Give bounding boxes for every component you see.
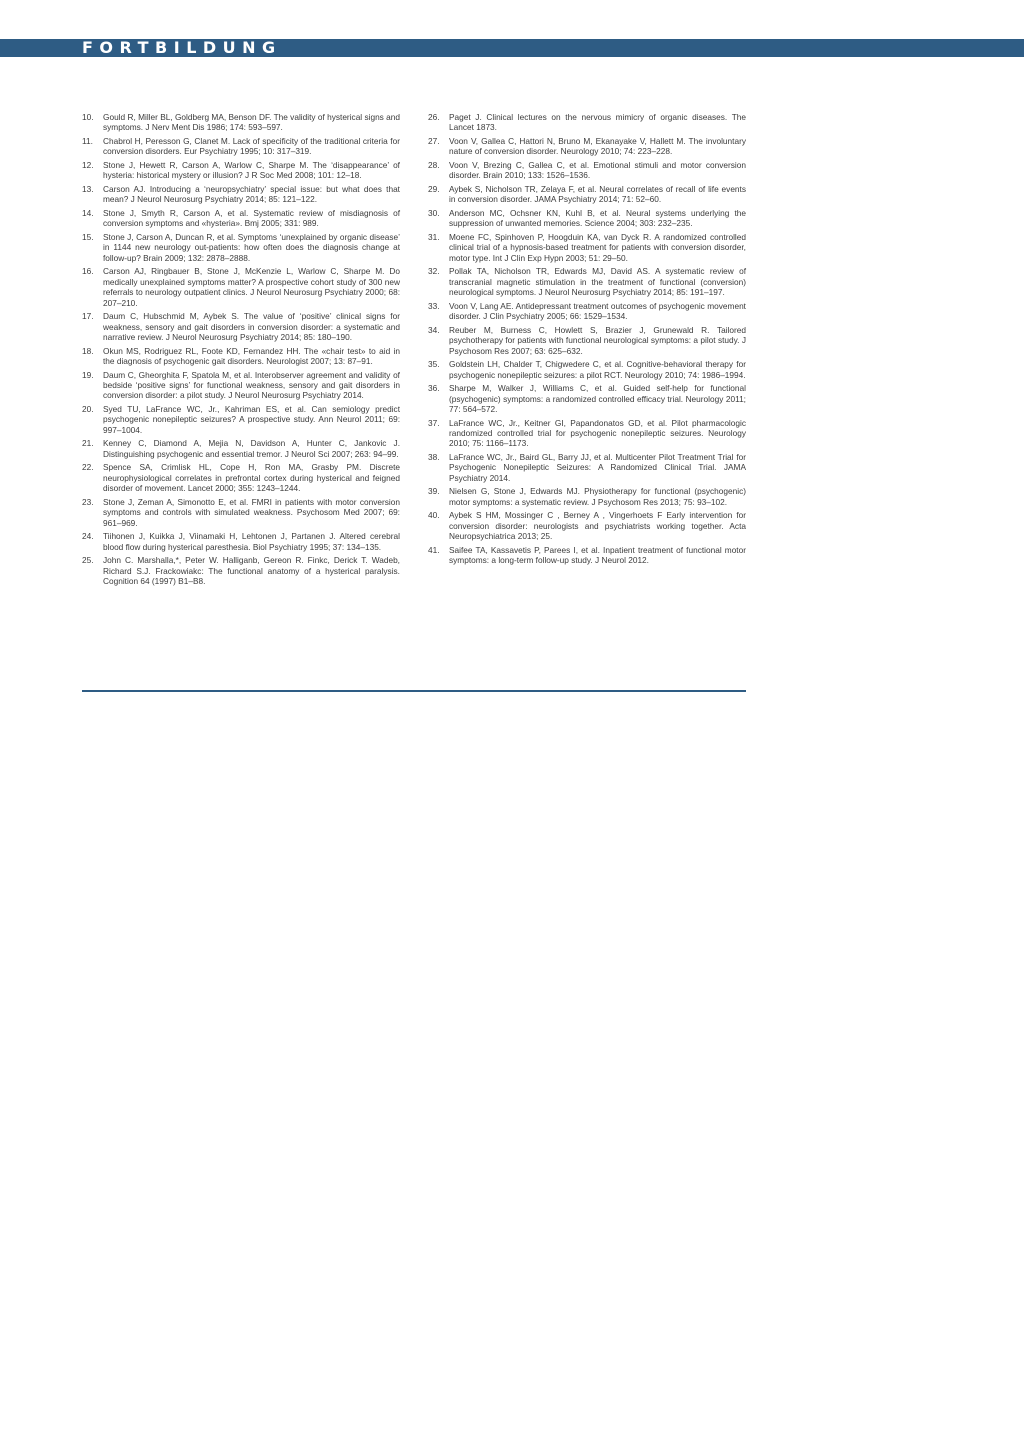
reference-text: LaFrance WC, Jr., Baird GL, Barry JJ, et al. Multicenter Pilot Treatment Trial for Psychogenic Nonepileptic Seizures: A Randomized Clinical Trial. JAMA Psychiatry 2014. — [449, 452, 746, 483]
reference-number: 19. — [82, 369, 94, 380]
reference-number: 31. — [428, 232, 440, 242]
reference-text: John C. Marshalla,*, Peter W. Halliganb, Gereon R. Finkc, Derick T. Wadeb, Richard S.J. Frackowiakc: The functional anatomy of a hysterical paralysis. Cognition 64 (1997) B1–B8. — [103, 555, 400, 587]
reference-number: 15. — [82, 232, 94, 242]
reference-text: Goldstein LH, Chalder T, Chigwedere C, et al. Cognitive-behavioral therapy for psychogenic nonepileptic seizures: a pilot RCT. Neurology 2010; 74: 1986–1994. — [449, 359, 746, 380]
reference-number: 25. — [82, 555, 94, 566]
reference-item — [82, 208, 400, 229]
bottom-divider — [82, 690, 746, 692]
reference-text: Sharpe M, Walker J, Williams C, et al. Guided self-help for functional (psychogenic) symptoms: a randomized controlled efficacy trial. Neurology 2011; 77: 564–572. — [449, 383, 746, 415]
reference-number: 34. — [428, 324, 440, 335]
reference-text: Voon V, Lang AE. Antidepressant treatment outcomes of psychogenic movement disorder. J Clin Psychiatry 2005; 66: 1529–1534. — [449, 300, 746, 322]
reference-number: 21. — [82, 438, 94, 449]
reference-item — [428, 418, 746, 449]
reference-number: 33. — [428, 300, 440, 311]
reference-text: Carson AJ. Introducing a ‘neuropsychiatry’ special issue: but what does that mean? J Neurol Neurosurg Psychiatry 2014; 85: 121–122. — [103, 184, 400, 205]
reference-text: Saifee TA, Kassavetis P, Parees I, et al. Inpatient treatment of functional motor symptoms: a long-term follow-up study. J Neurol 2012. — [449, 544, 746, 566]
reference-number: 13. — [82, 184, 94, 194]
reference-item — [428, 452, 746, 483]
reference-item — [82, 184, 400, 205]
reference-item — [82, 462, 400, 493]
reference-text: Kenney C, Diamond A, Mejia N, Davidson A, Hunter C, Jankovic J. Distinguishing psychogenic and essential tremor. J Neurol Sci 2007; 263: 94–99. — [103, 438, 400, 459]
reference-text: Spence SA, Crimlisk HL, Cope H, Ron MA, Grasby PM. Discrete neurophysiological correlates in prefrontal cortex during hysterical and feigned disorder of movement. Lancet 2000; 355: 1243–1244. — [103, 462, 400, 494]
reference-item — [82, 266, 400, 308]
reference-item — [428, 136, 746, 157]
reference-number: 39. — [428, 486, 440, 497]
reference-item — [82, 404, 400, 435]
reference-item — [428, 510, 746, 541]
reference-text: Nielsen G, Stone J, Edwards MJ. Physiotherapy for functional (psychogenic) motor symptoms: a systematic review. J Psychosom Res 2013; 75: 93–102. — [449, 486, 746, 507]
reference-item — [82, 497, 400, 528]
reference-item — [428, 325, 746, 356]
reference-number: 18. — [82, 345, 94, 356]
reference-text: Voon V, Brezing C, Gallea C, et al. Emotional stimuli and motor conversion disorder. Brain 2010; 133: 1526–1536. — [449, 160, 746, 181]
reference-number: 16. — [82, 266, 94, 277]
reference-text: Reuber M, Burness C, Howlett S, Brazier J, Grunewald R. Tailored psychotherapy for patients with functional neurological symptoms: a pilot study. J Psychosom Res 2007; 63: 625–632. — [449, 324, 746, 356]
reference-item — [428, 383, 746, 414]
reference-item — [82, 370, 400, 401]
reference-number: 11. — [82, 136, 93, 146]
reference-item — [82, 531, 400, 552]
reference-number: 22. — [82, 462, 94, 473]
reference-text: Daum C, Gheorghita F, Spatola M, et al. Interobserver agreement and validity of bedside ‘positive signs’ for functional weakness, sensory and gait disorders in conversion disorder: a pilot study. J Neurol Neurosurg Psychiatry 2014. — [103, 369, 400, 401]
reference-number: 10. — [82, 112, 94, 122]
reference-number: 27. — [428, 136, 440, 146]
reference-text: Tiihonen J, Kuikka J, Viinamaki H, Lehtonen J, Partanen J. Altered cerebral blood flow during hysterical paresthesia. Biol Psychiatry 1995; 37: 134–135. — [103, 531, 400, 552]
reference-item — [82, 311, 400, 342]
reference-number: 24. — [82, 531, 94, 542]
reference-item — [82, 346, 400, 367]
reference-number: 12. — [82, 160, 94, 170]
reference-number: 36. — [428, 383, 440, 394]
reference-number: 14. — [82, 208, 94, 218]
reference-text: Daum C, Hubschmid M, Aybek S. The value of ‘positive’ clinical signs for weakness, sensory and gait disorders in conversion disorder: a systematic and narrative review. J Neurol Neurosurg Psychiatry 2014; 85: 180–190. — [103, 311, 400, 343]
reference-item — [428, 232, 746, 263]
reference-text: Carson AJ, Ringbauer B, Stone J, McKenzie L, Warlow C, Sharpe M. Do medically unexplained symptoms matter? A prospective cohort study of 300 new referrals to neurology outpatient clinics. J Neurol Neurosurg Psychiatry 2000; 68: 207–210. — [103, 266, 400, 308]
reference-number: 40. — [428, 510, 440, 521]
reference-item — [82, 160, 400, 181]
reference-number: 29. — [428, 184, 440, 194]
reference-number: 30. — [428, 208, 440, 218]
reference-number: 38. — [428, 452, 440, 463]
reference-text: Paget J. Clinical lectures on the nervous mimicry of organic diseases. The Lancet 1873. — [449, 112, 746, 133]
reference-item — [428, 545, 746, 566]
reference-number: 20. — [82, 404, 94, 415]
reference-item — [428, 208, 746, 229]
reference-number: 41. — [428, 544, 440, 555]
reference-number: 28. — [428, 160, 440, 170]
reference-item — [428, 112, 746, 133]
reference-number: 37. — [428, 417, 440, 428]
reference-item — [428, 486, 746, 507]
reference-text: Syed TU, LaFrance WC, Jr., Kahriman ES, et al. Can semiology predict psychogenic nonepileptic seizures? A prospective study. Ann Neurol 2011; 69: 997–1004. — [103, 404, 400, 435]
reference-number: 32. — [428, 266, 440, 277]
reference-text: Okun MS, Rodriguez RL, Foote KD, Fernandez HH. The «chair test» to aid in the diagnosis of psychogenic gait disorders. Neurologist 2007; 13: 87–91. — [103, 345, 400, 367]
reference-number: 26. — [428, 112, 440, 122]
reference-text: Aybek S, Nicholson TR, Zelaya F, et al. Neural correlates of recall of life events in conversion disorder. JAMA Psychiatry 2014; 71: 52–60. — [449, 184, 746, 205]
reference-item — [82, 232, 400, 263]
references-left-column — [82, 112, 400, 590]
reference-item — [82, 136, 400, 157]
reference-text: Voon V, Gallea C, Hattori N, Bruno M, Ekanayake V, Hallett M. The involuntary nature of conversion disorder. Neurology 2010; 74: 223–228. — [449, 136, 746, 157]
reference-item — [82, 112, 400, 133]
reference-text: Aybek S HM, Mossinger C , Berney A , Vingerhoets F Early intervention for conversion disorder: neurologists and psychiatrists working together. Acta Neuropsychiatrica 2013; 25. — [449, 510, 746, 542]
reference-number: 35. — [428, 359, 440, 370]
reference-text: Stone J, Carson A, Duncan R, et al. Symptoms ‘unexplained by organic disease’ in 1144 new neurology out-patients: how often does the diagnosis change at follow-up? Brain 2009; 132: 2878–2888. — [103, 232, 400, 263]
reference-item — [428, 160, 746, 181]
section-title: FORTBILDUNG — [82, 38, 282, 57]
reference-item — [82, 438, 400, 459]
reference-item — [428, 266, 746, 297]
reference-text: Stone J, Hewett R, Carson A, Warlow C, Sharpe M. The ‘disappearance’ of hysteria: historical mystery or illusion? J R Soc Med 2008; 101: 12–18. — [103, 160, 400, 181]
reference-text: Moene FC, Spinhoven P, Hoogduin KA, van Dyck R. A randomized controlled clinical trial of a hypnosis-based treatment for patients with conversion disorder, motor type. Int J Clin Exp Hypn 2003; 51: 29–50. — [449, 232, 746, 263]
reference-item — [82, 555, 400, 586]
reference-item — [428, 184, 746, 205]
reference-text: Chabrol H, Peresson G, Clanet M. Lack of specificity of the traditional criteria for conversion disorders. Eur Psychiatry 1995; 10: 317–319. — [103, 136, 400, 157]
reference-text: Stone J, Smyth R, Carson A, et al. Systematic review of misdiagnosis of conversion symptoms and «hysteria». Bmj 2005; 331: 989. — [103, 208, 400, 229]
reference-number: 17. — [82, 311, 94, 322]
reference-text: LaFrance WC, Jr., Keitner GI, Papandonatos GD, et al. Pilot pharmacologic randomized controlled trial for psychogenic nonepileptic seizures. Neurology 2010; 75: 1166–1173. — [449, 417, 746, 449]
reference-text: Gould R, Miller BL, Goldberg MA, Benson DF. The validity of hysterical signs and symptoms. J Nerv Ment Dis 1986; 174: 593–597. — [103, 112, 400, 133]
reference-number: 23. — [82, 496, 94, 507]
reference-text: Stone J, Zeman A, Simonotto E, et al. FMRI in patients with motor conversion symptoms and controls with simulated weakness. Psychosom Med 2007; 69: 961–969. — [103, 496, 400, 528]
reference-item — [428, 359, 746, 380]
reference-item — [428, 301, 746, 322]
references-right-column — [428, 112, 746, 569]
reference-text: Anderson MC, Ochsner KN, Kuhl B, et al. Neural systems underlying the suppression of unwanted memories. Science 2004; 303: 232–235. — [449, 208, 746, 229]
reference-text: Pollak TA, Nicholson TR, Edwards MJ, David AS. A systematic review of transcranial magnetic stimulation in the treatment of functional (conversion) neurological symptoms. J Neurol Neurosurg Psychiatry 2014; 85: 191–197. — [449, 266, 746, 298]
